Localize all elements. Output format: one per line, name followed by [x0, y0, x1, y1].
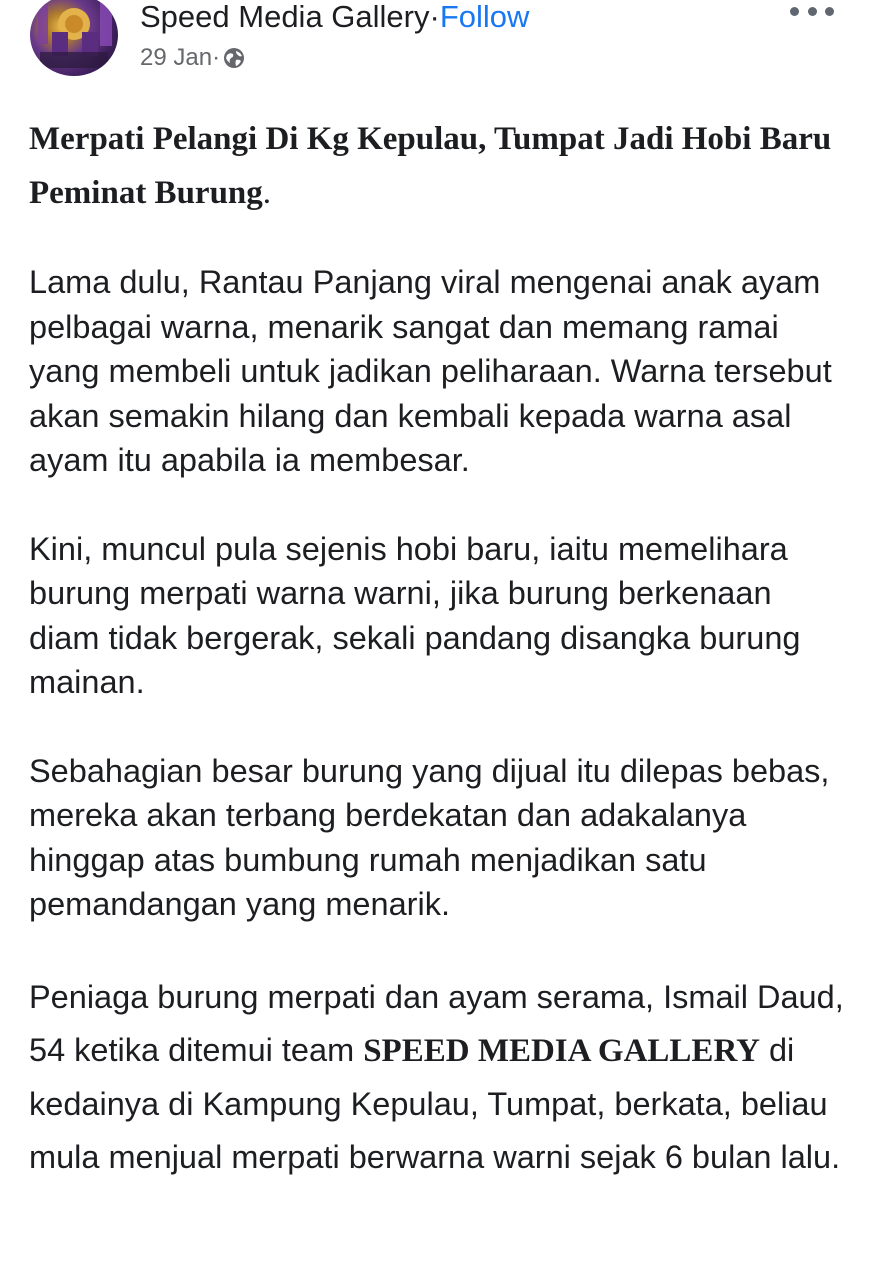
page-avatar[interactable] [30, 0, 118, 76]
more-dot [825, 7, 834, 16]
page-name-line [140, 0, 529, 36]
paragraph-3: Sebahagian besar burung yang dijual itu dilepas bebas, mereka akan terbang berdekatan dan adakalanya hinggap atas bumbung rumah menjadikan satu pemandangan yang menarik. [29, 752, 830, 922]
paragraph-4-brand: SPEED MEDIA GALLERY [363, 1032, 760, 1069]
paragraph-2: Kini, muncul pula sejenis hobi baru, iaitu memelihara burung merpati warna warni, jika burung berkenaan diam tidak bergerak, sekali pandang disangka burung mainan. [29, 530, 801, 700]
post-body [29, 112, 849, 1184]
paragraph-1: Lama dulu, Rantau Panjang viral mengenai anak ayam pelbagai warna, menarik sangat dan memang ramai yang membeli untuk jadikan peliharaan. Warna tersebut akan semakin hilang dan kembali kepada warna asal ayam itu apabila ia membesar. [29, 264, 832, 478]
post-title-text: Merpati Pelangi Di Kg Kepulau, Tumpat Jadi Hobi Baru Peminat Burung [29, 121, 832, 211]
date-separator: · [212, 44, 221, 71]
follow-button[interactable]: Follow [439, 0, 530, 34]
more-options-icon[interactable] [790, 2, 834, 20]
more-dot [808, 7, 817, 16]
page-name-link[interactable]: Speed Media Gallery [140, 0, 430, 34]
paragraph-4-part1: Peniaga burung merpati dan ayam serama, Ismail Daud, 54 ketika ditemui team [29, 978, 844, 1068]
name-separator: · [429, 0, 440, 34]
post-title-tail: . [262, 175, 272, 211]
more-dot [790, 7, 799, 16]
globe-icon [222, 46, 246, 70]
post-header [0, 0, 872, 100]
paragraph-4-part2: di kedainya di Kampung Kepulau, Tumpat, berkata, beliau mula menjual merpati berwarna warni sejak 6 bulan lalu. [29, 1031, 841, 1175]
post-title [29, 112, 849, 220]
paragraph-4 [29, 971, 849, 1184]
post-date[interactable]: 29 Jan [140, 44, 213, 71]
post-meta [140, 42, 246, 74]
